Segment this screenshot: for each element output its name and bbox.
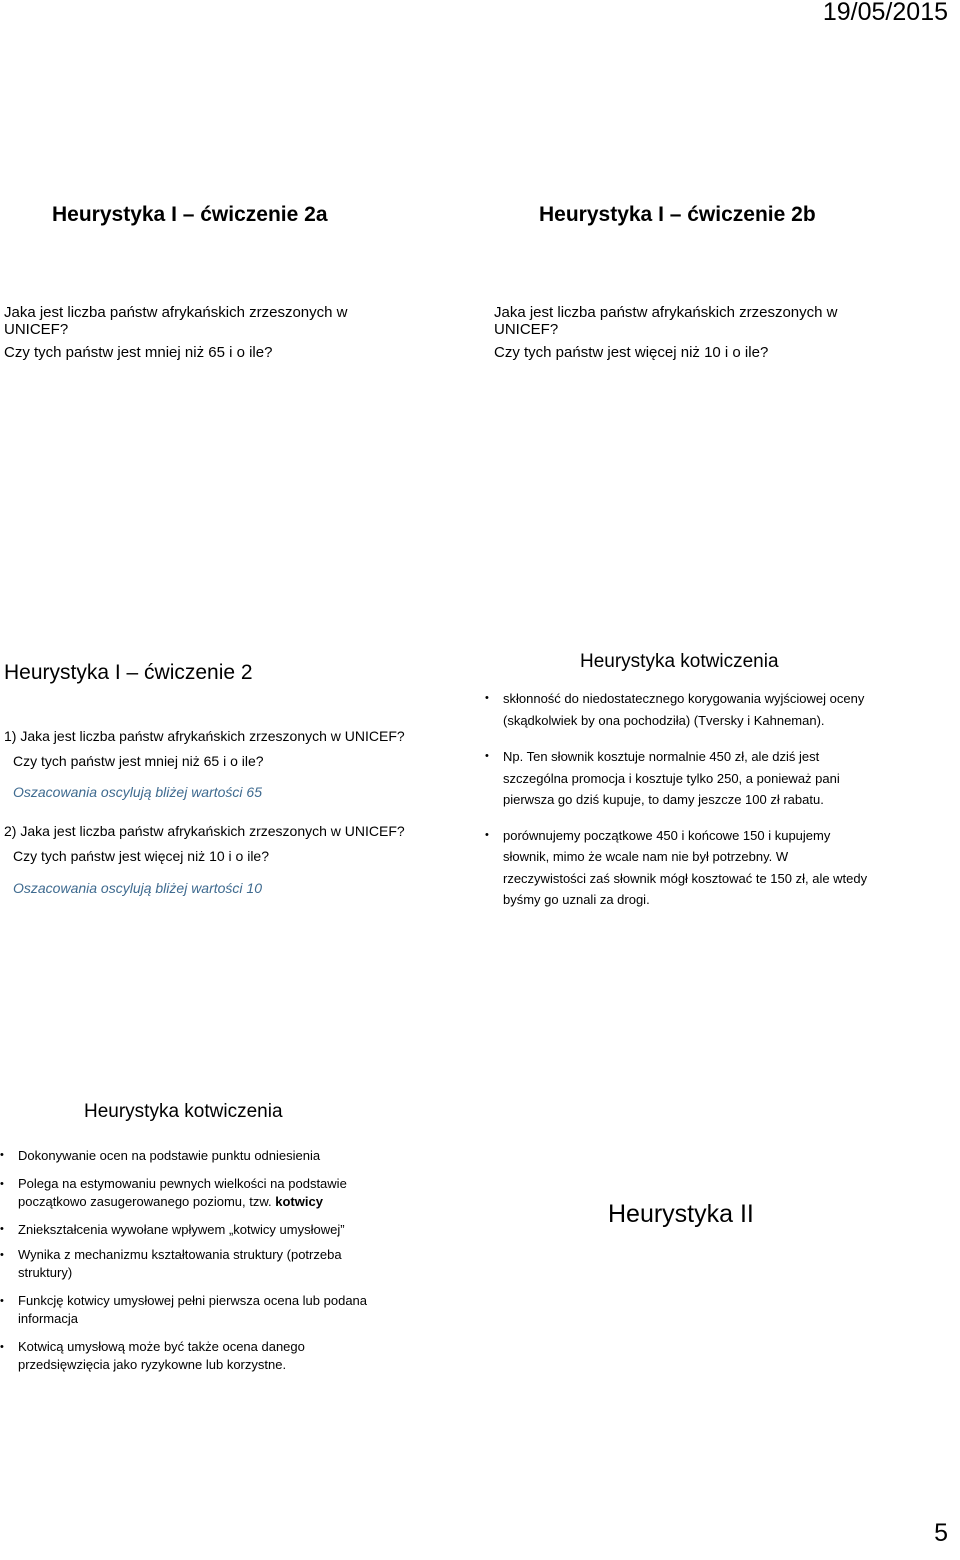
list-item [0,1219,420,1241]
bullet-line: struktury) [18,1265,73,1280]
bullet-text: początkowo zasugerowanego poziomu, tzw. [18,1193,276,1209]
slide-body [4,304,347,361]
question-2-sub: Czy tych państw jest więcej niż 10 i o ile? [13,848,269,864]
bullet-line: (skądkolwiek by ona pochodziła) (Tversky i Kahneman). [503,712,825,728]
slide-exercise-2a [0,0,480,400]
slide-exercise-2 [0,640,480,920]
list-item [0,1175,420,1211]
list-item [0,1292,420,1328]
text-line: UNICEF? [4,321,69,338]
bold-term: kotwicy [275,1193,323,1209]
slide-anchoring-heuristic-1 [480,640,960,920]
text-line: Jaka jest liczba państw afrykańskich zrzeszonych w [494,304,838,321]
text-line: Czy tych państw jest mniej niż 65 i o ile? [4,344,273,361]
bullet-line: słownik, mimo że wcale nam nie był potrzebny. W [503,849,789,864]
bullet-line: • Kotwicą umysłową może być także ocena danego [18,1339,305,1354]
bullet-line: • Wynika z mechanizmu kształtowania struktury (potrzeba [18,1247,342,1262]
question-1-sub: Czy tych państw jest mniej niż 65 i o ile? [13,753,264,769]
question-1: 1) Jaka jest liczba państw afrykańskich zrzeszonych w UNICEF? [4,728,405,744]
list-item [0,1338,420,1374]
text-line: UNICEF? [494,321,559,338]
bullet-line: przedsięwzięcia jako ryzykowne lub korzystne. [18,1357,287,1372]
bullet-line: pierwsza go dziś kupuje, to damy jeszcze 100 zł rabatu. [503,792,824,807]
slide-title: Heurystyka I – ćwiczenie 2 [4,661,253,684]
list-item [485,688,905,731]
list-item [485,746,905,811]
slide-anchoring-heuristic-2 [0,1090,480,1390]
slide-title: Heurystyka I – ćwiczenie 2a [52,203,328,226]
bullet-list [0,1145,420,1374]
question-1-note: Oszacowania oscylują bliżej wartości 65 [13,784,262,800]
slide-title: Heurystyka II [608,1200,754,1228]
bullet-line: • Dokonywanie ocen na podstawie punktu odniesienia [18,1148,321,1163]
date-stamp: 19/05/2015 [822,0,948,26]
bullet-line: szczególna promocja i kosztuje tylko 250, a ponieważ pani [503,770,840,786]
bullet-line: informacja [18,1311,78,1326]
text-line: Czy tych państw jest więcej niż 10 i o ile? [494,344,769,361]
slide-title: Heurystyka I – ćwiczenie 2b [539,203,816,226]
list-item [485,825,905,911]
page-number: 5 [934,1519,948,1547]
slide-title: Heurystyka kotwiczenia [580,651,779,672]
bullet-line: • Zniekształcenia wywołane wpływem „kotwicy umysłowej” [18,1221,345,1237]
slide-title: Heurystyka kotwiczenia [84,1101,283,1122]
bullet-line: • Polega na estymowaniu pewnych wielkości na podstawie [18,1175,347,1191]
bullet-line: • Np. Ten słownik kosztuje normalnie 450 zł, ale dziś jest [503,749,820,764]
slide-exercise-2b [480,0,960,400]
bullet-list [485,688,905,911]
list-item [0,1246,420,1282]
text-line: Jaka jest liczba państw afrykańskich zrzeszonych w [4,304,348,321]
bullet-line: rzeczywistości zaś słownik mógł kosztować te 150 zł, ale wtedy [503,870,868,886]
list-item [0,1145,420,1167]
question-2: 2) Jaka jest liczba państw afrykańskich zrzeszonych w UNICEF? [4,823,405,839]
bullet-line: • skłonność do niedostatecznego korygowania wyjściowej oceny [503,691,865,706]
slide-body [494,304,837,361]
bullet-line: • Funkcję kotwicy umysłowej pełni pierwsza ocena lub podana [18,1293,368,1308]
bullet-line [18,1193,420,1211]
slide-heuristic-2 [480,1090,960,1390]
bullet-line: byśmy go uznali za drogi. [503,892,650,907]
bullet-line: • porównujemy początkowe 450 i końcowe 150 i kupujemy [503,827,831,843]
question-2-note: Oszacowania oscylują bliżej wartości 10 [13,880,262,896]
